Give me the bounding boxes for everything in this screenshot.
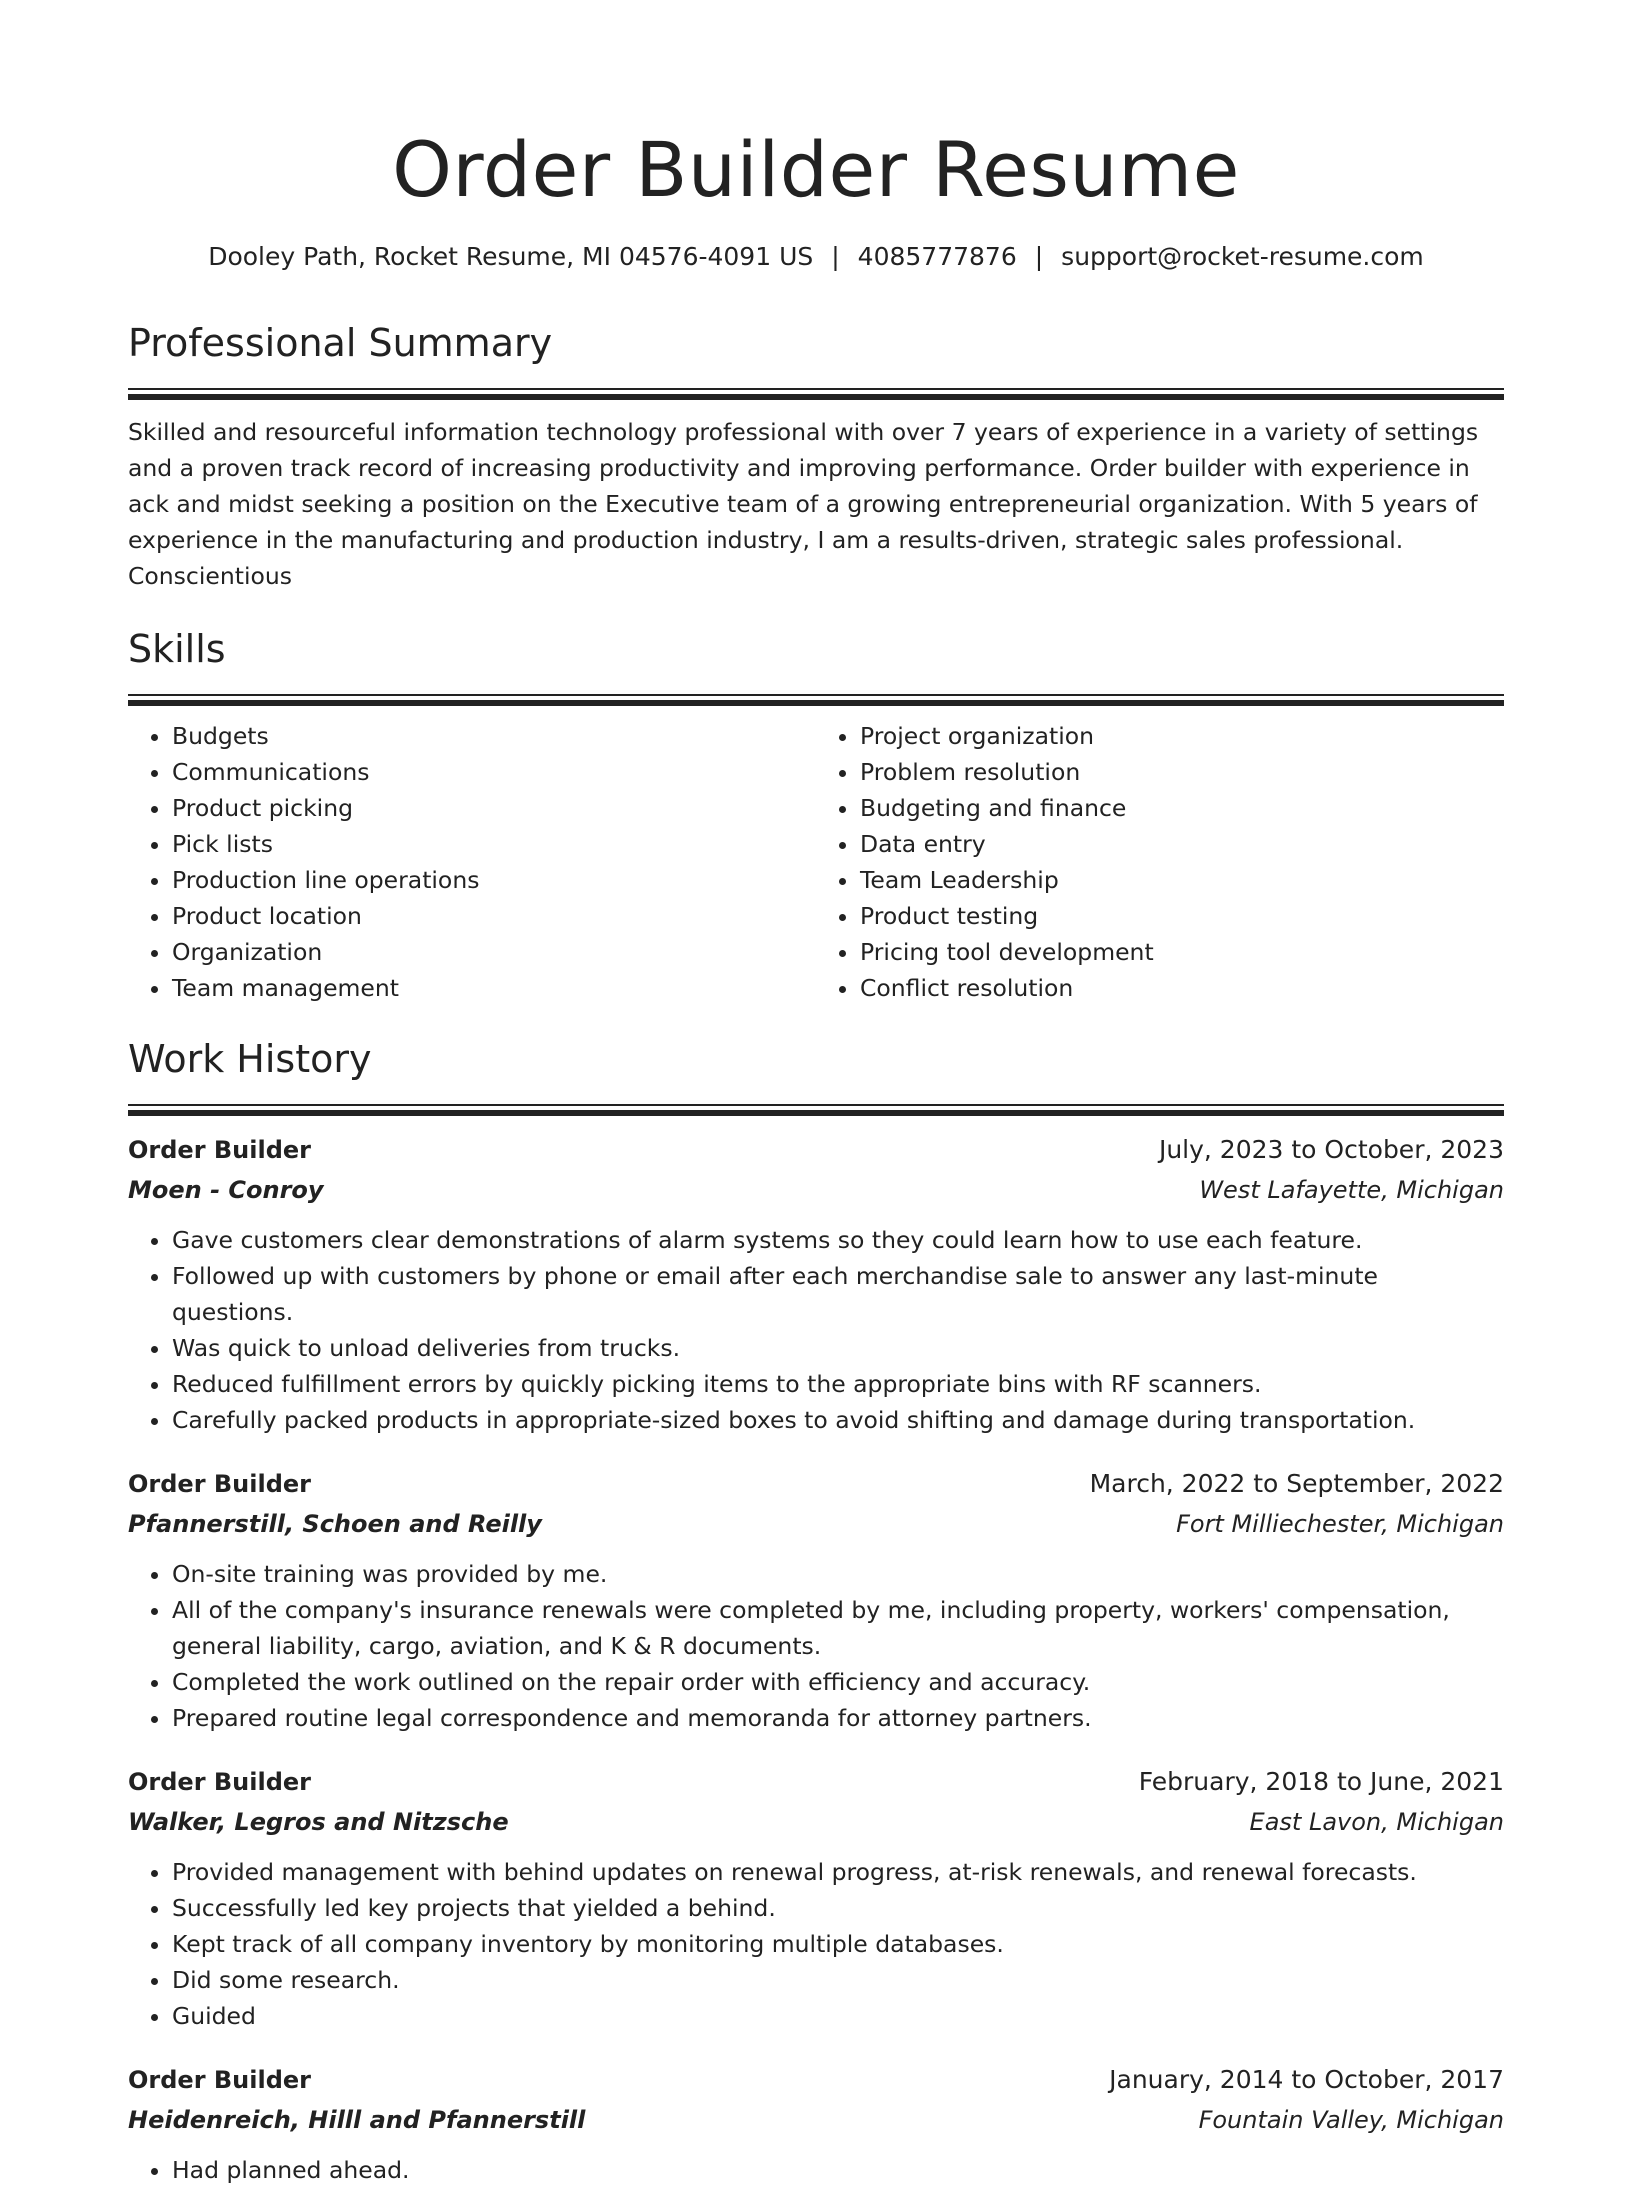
job-location: East Lavon, Michigan: [1249, 1808, 1504, 1836]
section-heading: Professional Summary: [128, 321, 553, 365]
work-history-section: [128, 1034, 1504, 2188]
job-bullet: • Guided: [172, 1998, 1504, 2034]
contact-separator: |: [1034, 242, 1044, 271]
section-divider: [128, 388, 1504, 400]
job-location: Fort Milliechester, Michigan: [1176, 1510, 1504, 1538]
job-dates: February, 2018 to June, 2021: [1138, 1767, 1504, 1796]
job-company-row: [128, 1504, 1504, 1544]
job-entry: [128, 1130, 1504, 1438]
job-location: Fountain Valley, Michigan: [1198, 2106, 1504, 2134]
job-bullet: • All of the company's insurance renewals were completed by me, including property, workers' compensation, general liability, cargo, aviation, and K & R documents.: [172, 1592, 1504, 1664]
skill-item: • Communications: [172, 754, 816, 790]
contact-separator: |: [831, 242, 840, 271]
skill-item: • Product picking: [172, 790, 816, 826]
job-title: Order Builder: [128, 1470, 312, 1498]
job-bullet: • Was quick to unload deliveries from trucks.: [172, 1330, 1504, 1366]
job-bullet: • Kept track of all company inventory by monitoring multiple databases.: [172, 1926, 1504, 1962]
job-bullet: • Did some research.: [172, 1962, 1504, 1998]
job-header-row: [128, 2060, 1504, 2100]
skill-item: • Budgets: [172, 718, 816, 754]
job-bullets: [128, 1222, 1504, 1438]
job-title: Order Builder: [128, 1136, 312, 1164]
skill-item: • Product location: [172, 898, 816, 934]
skill-item: • Production line operations: [172, 862, 816, 898]
job-entry: [128, 1464, 1504, 1736]
skill-item: • Project organization: [860, 718, 1504, 754]
job-header-row: [128, 1762, 1504, 1802]
job-bullet: • Gave customers clear demonstrations of alarm systems so they could learn how to use each feature.: [172, 1222, 1504, 1258]
job-company-row: [128, 2100, 1504, 2140]
skill-item: • Product testing: [860, 898, 1504, 934]
contact-address: Dooley Path, Rocket Resume, MI 04576-4091 US: [208, 242, 814, 271]
job-header-row: [128, 1464, 1504, 1504]
job-dates: March, 2022 to September, 2022: [1089, 1469, 1504, 1498]
section-divider: [128, 1104, 1504, 1116]
skill-item: • Pricing tool development: [860, 934, 1504, 970]
skill-item: • Problem resolution: [860, 754, 1504, 790]
job-company: Pfannerstill, Schoen and Reilly: [128, 1510, 542, 1538]
job-location: West Lafayette, Michigan: [1199, 1176, 1504, 1204]
job-bullet: • On-site training was provided by me.: [172, 1556, 1504, 1592]
skills-columns: [128, 718, 1504, 1006]
job-dates: July, 2023 to October, 2023: [1158, 1135, 1504, 1164]
contact-email: support@rocket-resume.com: [1061, 242, 1424, 271]
resume-title: Order Builder Resume: [392, 125, 1240, 214]
job-bullet: • Prepared routine legal correspondence and memoranda for attorney partners.: [172, 1700, 1504, 1736]
job-bullet: • Had planned ahead.: [172, 2152, 1504, 2188]
skills-list-right: [816, 718, 1504, 1006]
skill-item: • Team Leadership: [860, 862, 1504, 898]
job-bullet: • Provided management with behind updates on renewal progress, at-risk renewals, and renewal forecasts.: [172, 1854, 1504, 1890]
skill-item: • Conflict resolution: [860, 970, 1504, 1006]
job-title: Order Builder: [128, 1768, 312, 1796]
summary-text: Skilled and resourceful information technology professional with over 7 years of experience in a variety of settings and a proven track record of increasing productivity and improving performance. Order builder with experience in ack and midst seeking a position on the Executive team of a growing entrepreneurial organization. With 5 years of experience in the manufacturing and production industry, I am a results-driven, strategic sales professional. Conscientious: [128, 418, 1479, 590]
section-heading: Work History: [128, 1037, 372, 1081]
job-header-row: [128, 1130, 1504, 1170]
skills-list-left: [128, 718, 816, 1006]
job-dates: January, 2014 to October, 2017: [1109, 2065, 1504, 2094]
job-company: Heidenreich, Hilll and Pfannerstill: [128, 2106, 586, 2134]
skills-section: [128, 624, 1504, 1006]
contact-phone: 4085777876: [857, 242, 1017, 271]
job-bullet: • Carefully packed products in appropriate-sized boxes to avoid shifting and damage during transportation.: [172, 1402, 1504, 1438]
job-bullets: [128, 1556, 1504, 1736]
skill-item: • Data entry: [860, 826, 1504, 862]
job-entry: [128, 2060, 1504, 2188]
job-title: Order Builder: [128, 2066, 312, 2094]
job-bullet: • Completed the work outlined on the repair order with efficiency and accuracy.: [172, 1664, 1504, 1700]
contact-line: [128, 240, 1504, 274]
job-bullets: [128, 1854, 1504, 2034]
job-bullet: • Followed up with customers by phone or email after each merchandise sale to answer any last-minute questions.: [172, 1258, 1504, 1330]
job-bullet: • Reduced fulfillment errors by quickly picking items to the appropriate bins with RF scanners.: [172, 1366, 1504, 1402]
section-heading: Skills: [128, 627, 226, 671]
job-bullet: • Successfully led key projects that yielded a behind.: [172, 1890, 1504, 1926]
job-company: Walker, Legros and Nitzsche: [128, 1808, 509, 1836]
professional-summary-section: [128, 318, 1504, 594]
job-list: [128, 1130, 1504, 2188]
job-bullets: [128, 2152, 1504, 2188]
section-divider: [128, 694, 1504, 706]
job-entry: [128, 1762, 1504, 2034]
skill-item: • Organization: [172, 934, 816, 970]
job-company: Moen - Conroy: [128, 1176, 324, 1204]
skill-item: • Budgeting and finance: [860, 790, 1504, 826]
job-company-row: [128, 1802, 1504, 1842]
skill-item: • Pick lists: [172, 826, 816, 862]
skill-item: • Team management: [172, 970, 816, 1006]
job-company-row: [128, 1170, 1504, 1210]
